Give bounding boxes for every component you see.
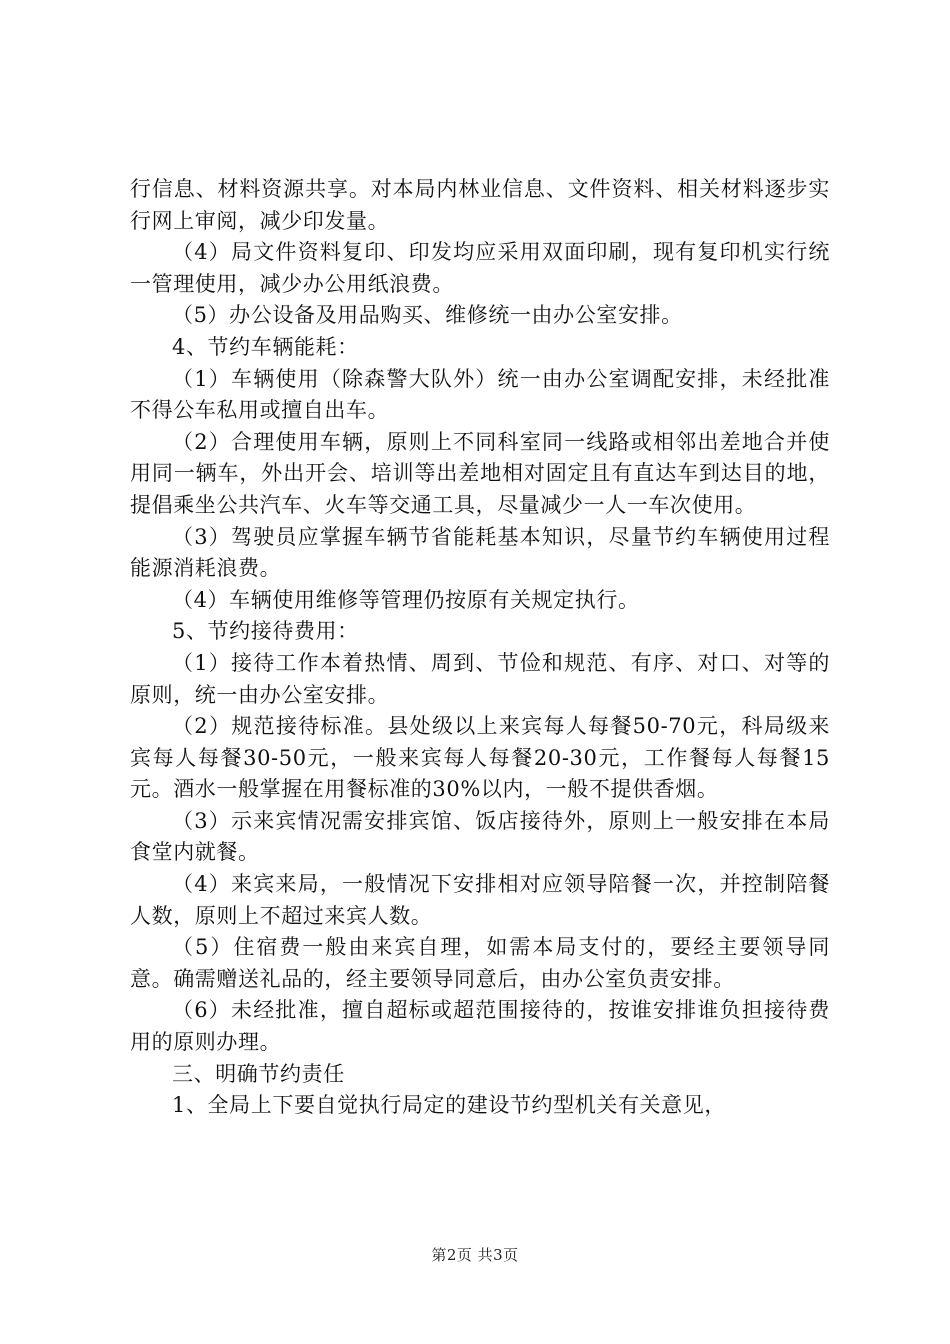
paragraph-vehicle-1: （1）车辆使用（除森警大队外）统一由办公室调配安排，未经批准不得公车私用或擅自出车。 (130, 366, 830, 423)
paragraph-reception-3: （3）示来宾情况需安排宾馆、饭店接待外，原则上一般安排在本局食堂内就餐。 (130, 808, 830, 865)
document-body (130, 174, 830, 1122)
section-heading-reception: 5、节约接待费用： (172, 619, 359, 644)
paragraph-vehicle-4: （4）车辆使用维修等管理仍按原有关规定执行。 (172, 587, 640, 612)
section-heading-responsibility: 三、明确节约责任 (172, 1061, 345, 1086)
paragraph-reception-6: （6）未经批准，擅自超标或超范围接待的，按谁安排谁负担接待费用的原则办理。 (130, 998, 830, 1055)
paragraph-reception-4: （4）来宾来局，一般情况下安排相对应领导陪餐一次，并控制陪餐人数，原则上不超过来宾人数。 (130, 872, 830, 928)
paragraph-continuation: 行信息、材料资源共享。对本局内林业信息、文件资料、相关材料逐步实行网上审阅，减少印发量。 (130, 177, 830, 233)
paragraph-responsibility-1: 1、全局上下要自觉执行局定的建设节约型机关有关意见， (172, 1093, 726, 1118)
section-heading-vehicle: 4、节约车辆能耗： (172, 334, 359, 359)
paragraph-reception-5: （5）住宿费一般由来宾自理，如需本局支付的，要经主要领导同意。确需赠送礼品的，经主要领导同意后，由办公室负责安排。 (130, 935, 830, 991)
paragraph-item-4-copying: （4）局文件资料复印、印发均应采用双面印刷，现有复印机实行统一管理使用，减少办公用纸浪费。 (130, 240, 830, 296)
paragraph-reception-2: （2）规范接待标准。县处级以上来宾每人每餐50-70元，科局级来宾每人每餐30-50元，一般来宾每人每餐20-30元，工作餐每人每餐15元。酒水一般掌握在用餐标准的30%以内，一般不提供香烟。 (130, 714, 830, 802)
page-footer: 第2页 共3页 (431, 1246, 519, 1264)
paragraph-vehicle-2: （2）合理使用车辆，原则上不同科室同一线路或相邻出差地合并使用同一辆车，外出开会、培训等出差地相对固定且有直达车到达目的地，提倡乘坐公共汽车、火车等交通工具，尽量减少一人一车次使用。 (130, 429, 830, 517)
paragraph-reception-1: （1）接待工作本着热情、周到、节俭和规范、有序、对口、对等的原则，统一由办公室安排。 (130, 650, 830, 707)
paragraph-vehicle-3: （3）驾驶员应掌握车辆节省能耗基本知识，尽量节约车辆使用过程能源消耗浪费。 (130, 524, 830, 581)
paragraph-item-5-equipment: （5）办公设备及用品购买、维修统一由办公室安排。 (172, 303, 683, 328)
